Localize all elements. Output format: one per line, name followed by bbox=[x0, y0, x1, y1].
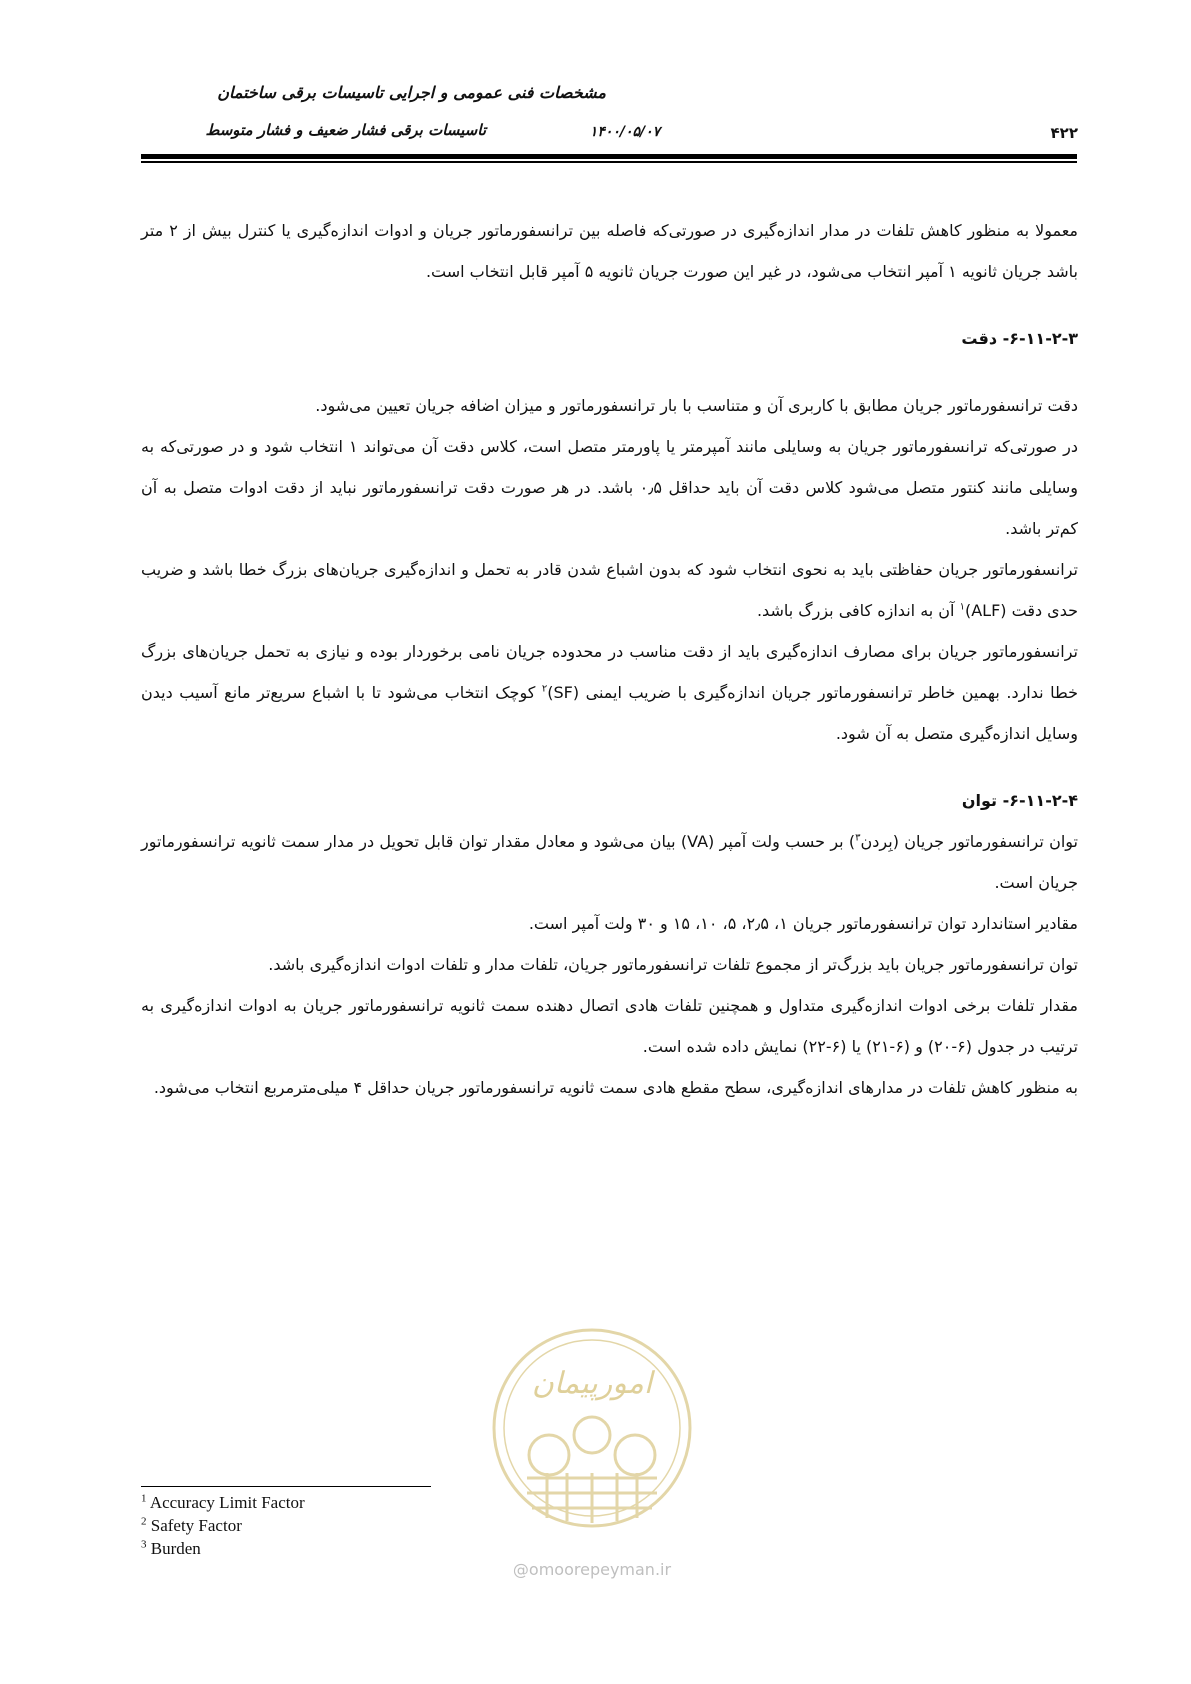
footnote-3-number: 3 bbox=[141, 1538, 147, 1551]
watermark-title-text: امورپیمان bbox=[531, 1366, 653, 1401]
accuracy-paragraph-3-text-b: آن به اندازه کافی بزرگ باشد. bbox=[756, 601, 960, 620]
footnote-1-number: 1 bbox=[141, 1492, 147, 1505]
power-paragraph-3: توان ترانسفورماتور جریان باید بزرگ‌تر از مجموع تلفات ترانسفورماتور جریان، تلفات مدار و تلفات ادوات اندازه‌گیری باشد. bbox=[268, 955, 1078, 974]
main-body bbox=[141, 210, 1078, 1108]
document-date: ۱۴۰۰/۰۵/۰۷ bbox=[589, 124, 661, 140]
power-paragraph-1 bbox=[141, 821, 1078, 903]
accuracy-paragraph-2: در صورتی‌که ترانسفورماتور جریان به وسایلی مانند آمپرمتر یا پاورمتر متصل است، کلاس دقت آن می‌تواند ۱ انتخاب شود و در صورتی‌که به وسایلی مانند کنتور متصل می‌شود کلاس دقت آن باید حداقل ۰٫۵ باشد. در هر صورت دقت ترانسفورماتور نباید از دقت ادوات متصل به آن کم‌تر باشد. bbox=[141, 437, 1078, 538]
section-heading-power: ۶-۱۱-۲-۴- توان bbox=[961, 791, 1078, 810]
footnote-1-text: Accuracy Limit Factor bbox=[149, 1493, 305, 1512]
accuracy-paragraph-4-text-a: ترانسفورماتور جریان برای مصارف اندازه‌گیری باید از دقت مناسب در محدوده جریان نامی برخوردار بوده و نیازی به تحمل جریان‌های بزرگ خطا ندارد. بهمین خاطر ترانسفورماتور جریان اندازه‌گیری با ضریب ایمنی (SF) bbox=[141, 642, 1079, 702]
footnote-2-text: Safety Factor bbox=[150, 1516, 242, 1535]
footnote-2-number: 2 bbox=[141, 1515, 147, 1528]
document-subtitle: تاسیسات برقی فشار ضعیف و فشار متوسط bbox=[205, 121, 486, 139]
power-paragraph-2: مقادیر استاندارد توان ترانسفورماتور جریان ۱، ۲٫۵، ۵، ۱۰، ۱۵ و ۳۰ ولت آمپر است. bbox=[528, 914, 1078, 933]
header-rule-thin bbox=[141, 161, 1077, 163]
footnote-ref-2[interactable]: ۲ bbox=[541, 683, 548, 695]
header-rule-thick bbox=[141, 154, 1077, 159]
footnote-3 bbox=[141, 1537, 741, 1560]
intro-paragraph: معمولا به منظور کاهش تلفات در مدار اندازه‌گیری در صورتی‌که فاصله بین ترانسفورماتور جریان و ادوات اندازه‌گیری یا کنترل بیش از ۲ متر باشد جریان ثانویه ۱ آمپر انتخاب می‌شود، در غیر این صورت جریان ثانویه ۵ آمپر قابل انتخاب است. bbox=[141, 221, 1079, 281]
accuracy-paragraph-3 bbox=[141, 549, 1078, 631]
page-number: ۴۲۲ bbox=[1050, 124, 1078, 142]
footnote-separator bbox=[141, 1486, 431, 1487]
footnote-ref-3[interactable]: ۳ bbox=[855, 832, 861, 844]
watermark-url-text: @omoorepeyman.ir bbox=[512, 1560, 672, 1579]
power-paragraph-4: مقدار تلفات برخی ادوات اندازه‌گیری متداول و همچنین تلفات هادی اتصال دهنده سمت ثانویه ترانسفورماتور جریان به ادوات اندازه‌گیری به ترتیب در جدول (۶-۲۰) و (۶-۲۱) یا (۶-۲۲) نمایش داده شده است. bbox=[141, 996, 1078, 1056]
document-title: مشخصات فنی عمومی و اجرایی تاسیسات برقی ساختمان bbox=[217, 83, 606, 102]
footnote-2 bbox=[141, 1514, 741, 1537]
accuracy-paragraph-3-text-a: ترانسفورماتور جریان حفاظتی باید به نحوی انتخاب شود که بدون اشباع شدن قادر به تحمل و اندازه‌گیری جریان‌های بزرگ خطا باشد و ضریب حدی دقت (ALF) bbox=[141, 560, 1078, 620]
footnote-1 bbox=[141, 1491, 741, 1514]
accuracy-paragraph-4-text-b: کوچک انتخاب می‌شود تا با اشباع سریع‌تر مانع آسیب دیدن وسایل اندازه‌گیری متصل به آن شود. bbox=[141, 683, 1078, 743]
power-paragraph-1-text-b: ) بر حسب ولت آمپر (VA) بیان می‌شود و معادل مقدار توان قابل تحویل در مدار سمت ثانویه ترانسفورماتور جریان است. bbox=[141, 832, 1078, 892]
accuracy-paragraph-1: دقت ترانسفورماتور جریان مطابق با کاربری آن و متناسب با بار ترانسفورماتور و میزان اضافه جریان تعیین می‌شود. bbox=[315, 396, 1078, 415]
accuracy-paragraph-4 bbox=[141, 631, 1078, 754]
footnotes bbox=[141, 1491, 741, 1560]
power-paragraph-5: به منظور کاهش تلفات در مدارهای اندازه‌گیری، سطح مقطع هادی سمت ثانویه ترانسفورماتور جریان حداقل ۴ میلی‌مترمربع انتخاب می‌شود. bbox=[153, 1078, 1078, 1097]
footnote-ref-1[interactable]: ۱ bbox=[959, 601, 965, 613]
section-heading-accuracy: ۶-۱۱-۲-۳- دقت bbox=[961, 329, 1078, 348]
power-paragraph-1-text-a: توان ترانسفورماتور جریان (بِردن bbox=[860, 832, 1078, 851]
footnote-3-text: Burden bbox=[150, 1539, 201, 1558]
